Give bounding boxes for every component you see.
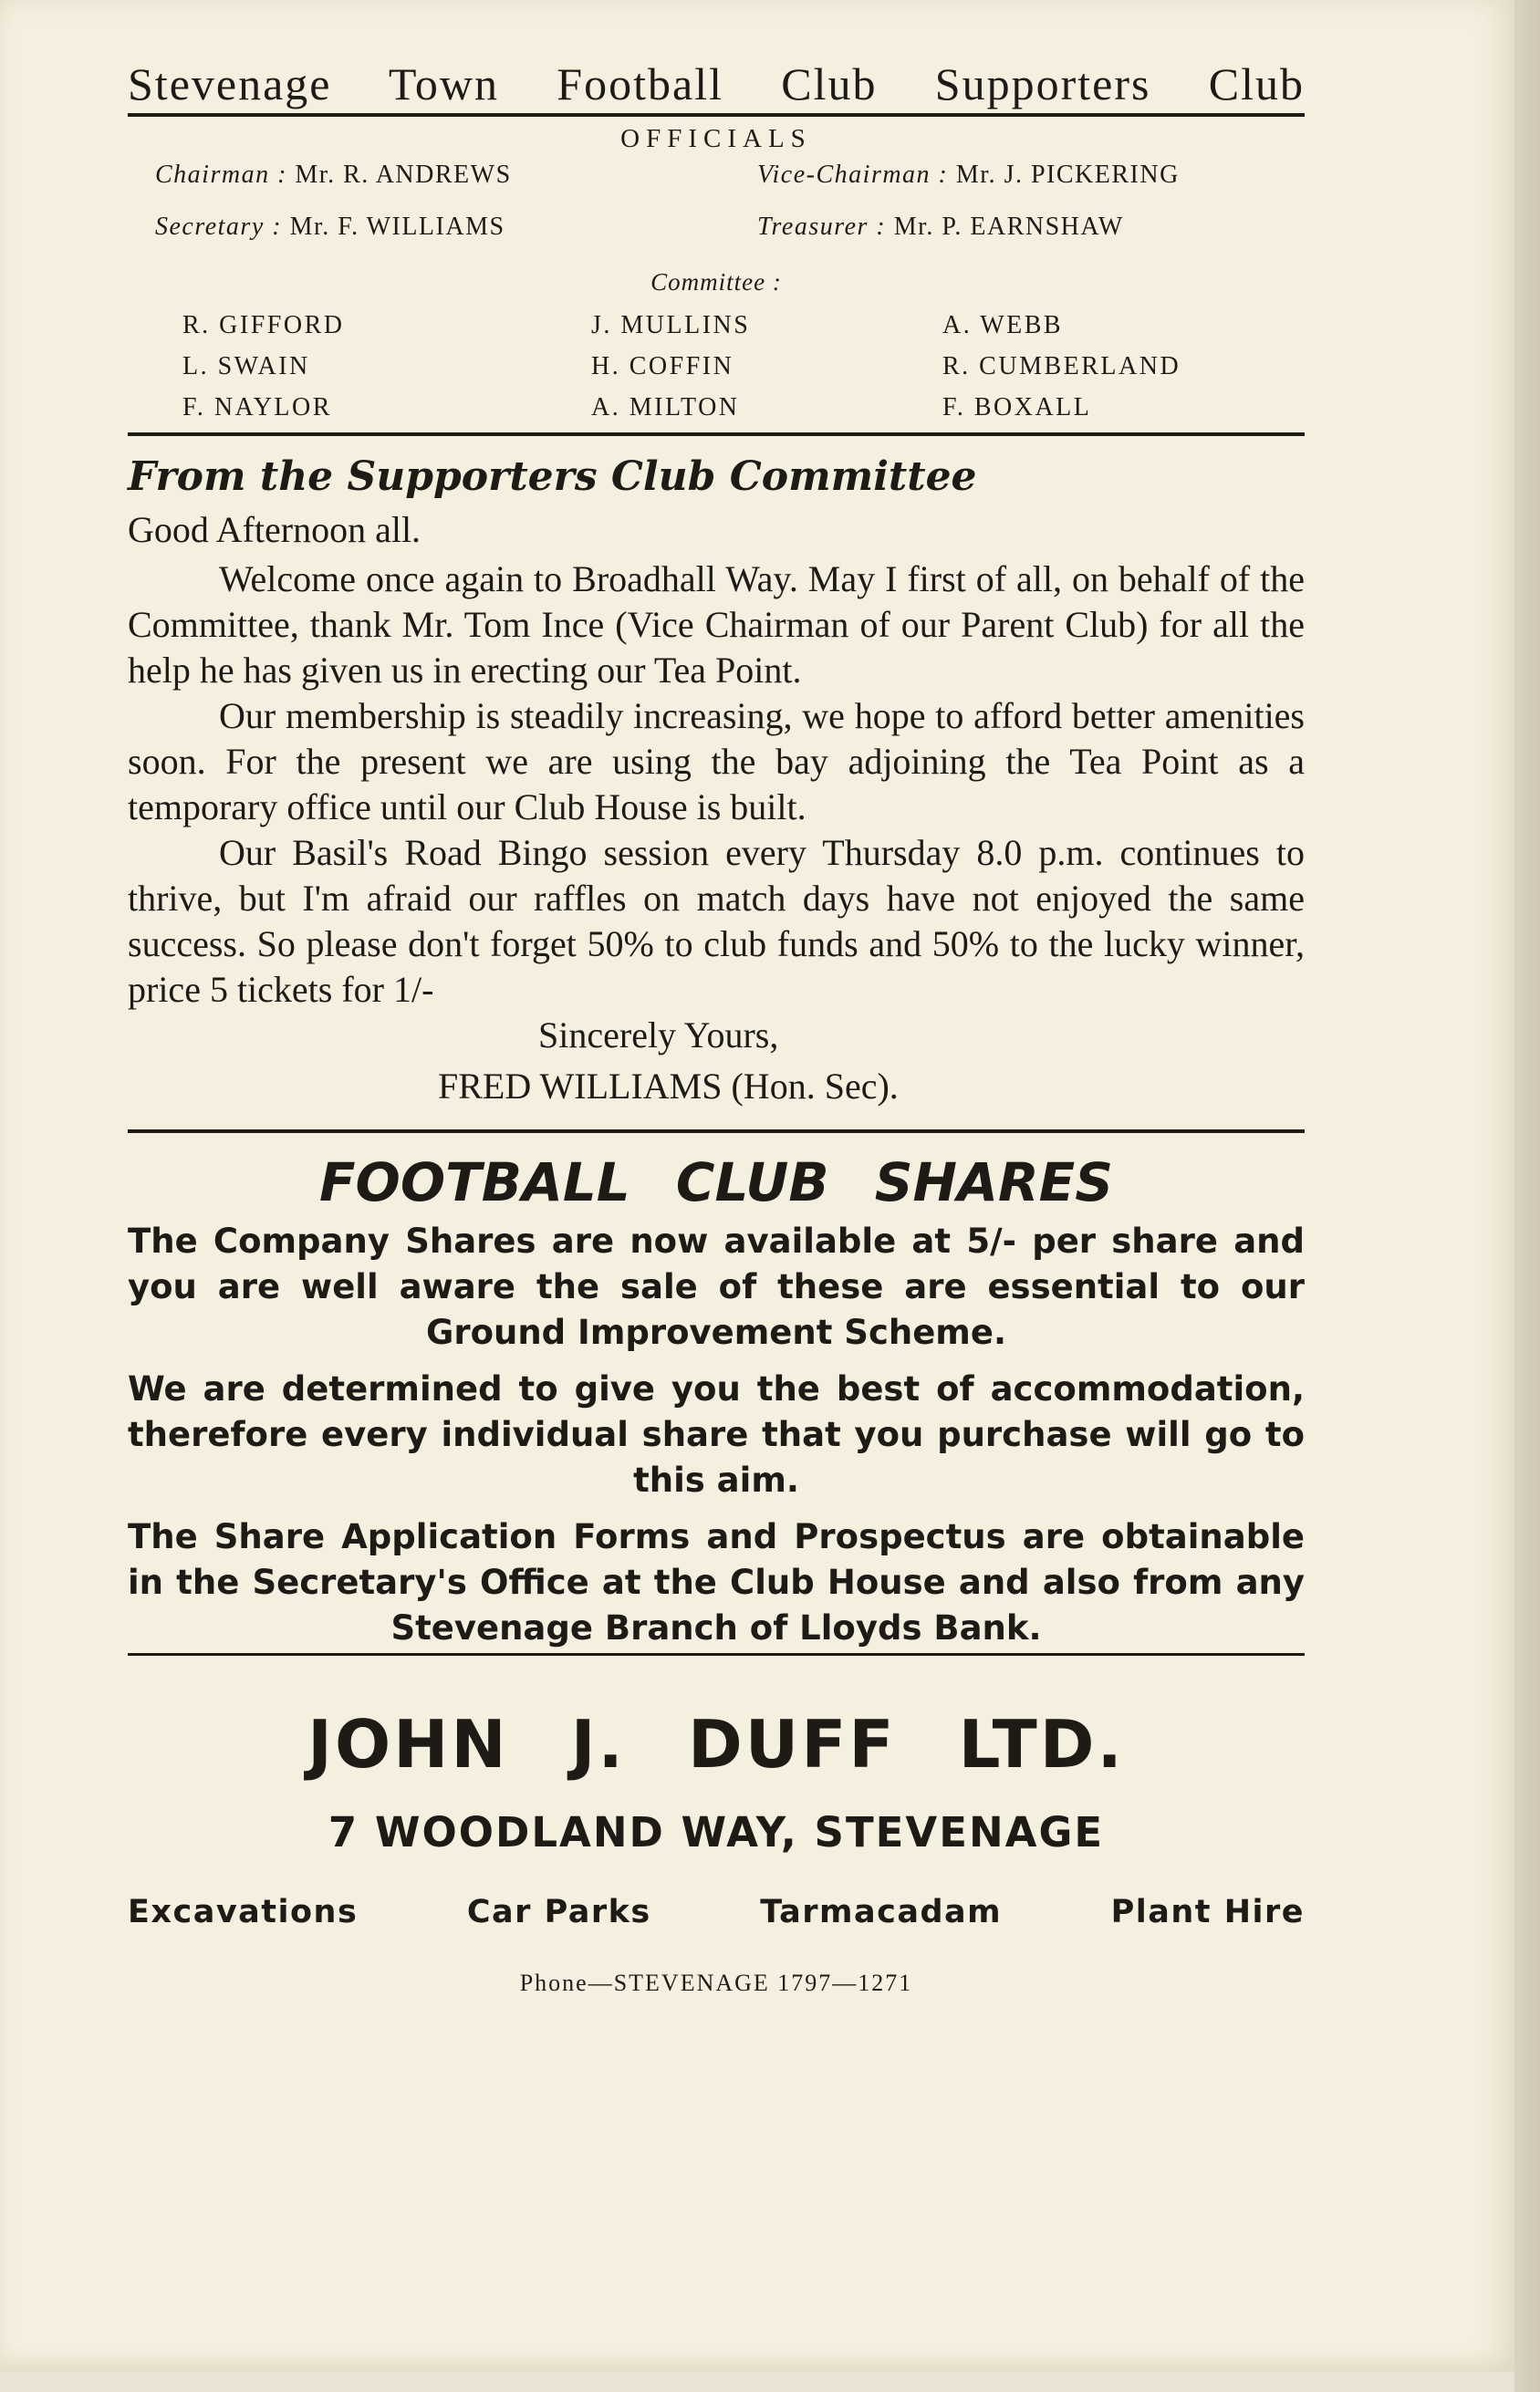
secretary-name: Mr. F. WILLIAMS [289, 213, 505, 241]
service-item: Plant Hire [1110, 1894, 1305, 1930]
committee-list [128, 305, 1305, 432]
treasurer-role: Treasurer : [757, 213, 887, 241]
page-content [128, 55, 1305, 1997]
committee-member: F. BOXALL [942, 393, 1092, 421]
letter-signature: FRED WILLIAMS (Hon. Sec). [438, 1066, 899, 1107]
secretary-role: Secretary : [155, 213, 283, 241]
service-item: Tarmacadam [760, 1894, 1003, 1930]
advert-phone: Phone—STEVENAGE 1797—1271 [519, 1970, 913, 1996]
vice-chairman-role: Vice-Chairman : [757, 161, 949, 189]
chairman-entry [155, 161, 512, 190]
service-item: Car Parks [466, 1894, 651, 1930]
shares-notice [128, 1219, 1305, 1651]
shares-paragraph: The Company Shares are now available at 5/- per share and you are well aware the sale of these are essential to our Ground Improvement Scheme. [128, 1222, 1305, 1352]
committee-column [182, 305, 344, 428]
service-item: Excavations [128, 1894, 359, 1930]
vice-chairman-name: Mr. J. PICKERING [955, 161, 1180, 189]
officials-heading: OFFICIALS [620, 124, 812, 153]
shares-divider [128, 1653, 1305, 1656]
shares-title: FOOTBALL CLUB SHARES [318, 1151, 1114, 1213]
committee-member: H. COFFIN [591, 352, 734, 380]
page-edge [1514, 0, 1540, 2392]
letter-closing: Sincerely Yours, [538, 1014, 779, 1056]
committee-member: R. CUMBERLAND [942, 352, 1181, 380]
letter-paragraph: Our Basil's Road Bingo session every Thursday 8.0 p.m. continues to thrive, but I'm afraid our raffles on match days have not enjoyed the same success. So please don't forget 50% to club funds and 50% to the lucky winner, price 5 tickets for 1/- [128, 832, 1305, 1010]
treasurer-name: Mr. P. EARNSHAW [893, 213, 1124, 241]
treasurer-entry [757, 213, 1124, 242]
advert-address: 7 WOODLAND WAY, STEVENAGE [328, 1808, 1105, 1856]
title-divider [128, 113, 1305, 117]
advert-services [128, 1889, 1305, 1935]
committee-heading: Committee : [650, 268, 782, 296]
chairman-name: Mr. R. ANDREWS [295, 161, 512, 189]
vice-chairman-entry [757, 161, 1180, 190]
committee-member: J. MULLINS [591, 311, 751, 339]
secretary-entry [155, 213, 505, 242]
shares-paragraph: We are determined to give you the best of accommodation, therefore every individual share that you purchase will go to this aim. [128, 1369, 1305, 1500]
committee-member: R. GIFFORD [182, 311, 345, 339]
advert-company-name: JOHN J. DUFF LTD. [307, 1706, 1125, 1783]
committee-member: A. MILTON [591, 393, 740, 421]
letter-paragraph: Welcome once again to Broadhall Way. May I first of all, on behalf of the Committee, thank Mr. Tom Ince (Vice Chairman of our Parent Club) for all the help he has given us in erecting our Tea Point. [128, 558, 1305, 691]
letter-divider [128, 1129, 1305, 1133]
shares-paragraph: The Share Application Forms and Prospectus are obtainable in the Secretary's Office at the Club House and also from any Stevenage Branch of Lloyds Bank. [128, 1517, 1305, 1648]
letter-paragraph: Our membership is steadily increasing, we hope to afford better amenities soon. For the present we are using the bay adjoining the Tea Point as a temporary office until our Club House is built. [128, 695, 1305, 827]
committee-member: L. SWAIN [182, 352, 310, 380]
committee-member: F. NAYLOR [182, 393, 332, 421]
officers-row-2 [128, 213, 1305, 265]
committee-column [591, 305, 750, 428]
committee-column [942, 305, 1181, 428]
chairman-role: Chairman : [155, 161, 287, 189]
letter-heading: From the Supporters Club Committee [128, 453, 977, 500]
club-title: Stevenage Town Football Club Supporters Club [128, 58, 1305, 109]
letter-greeting: Good Afternoon all. [128, 509, 421, 550]
officers-row-1 [128, 161, 1305, 213]
committee-letter [128, 507, 1305, 1109]
committee-member: A. WEBB [942, 311, 1064, 339]
officials-divider [128, 432, 1305, 436]
